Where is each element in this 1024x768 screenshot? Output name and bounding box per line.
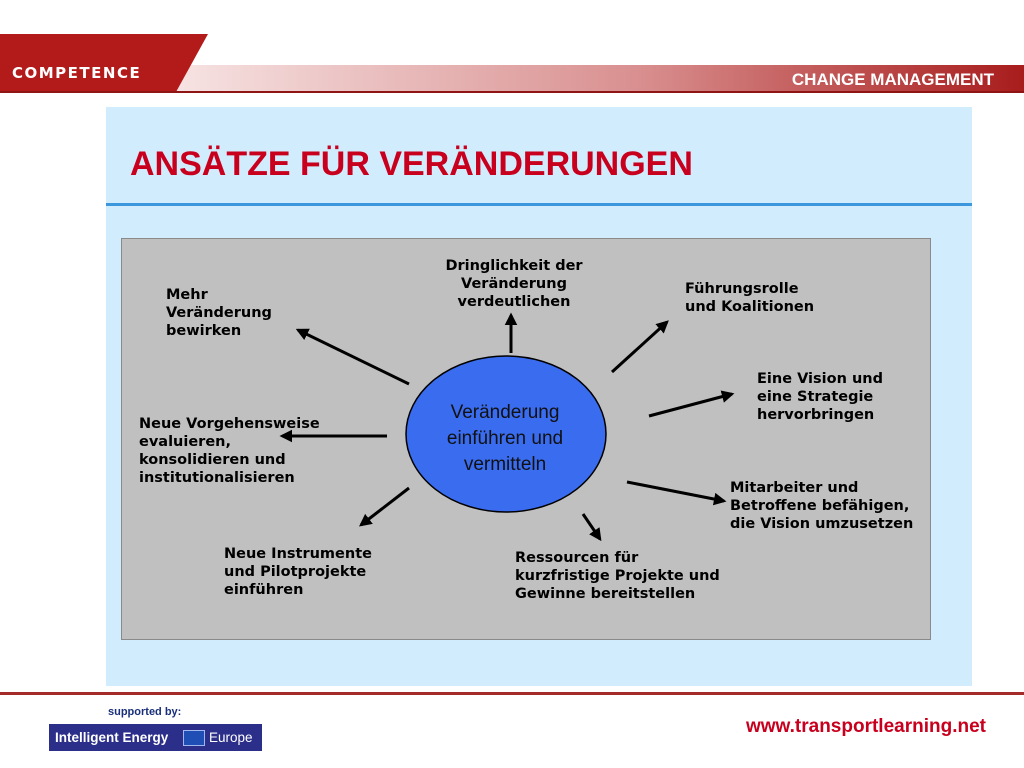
slide-title: ANSÄTZE FÜR VERÄNDERUNGEN — [130, 145, 693, 183]
slide-panel — [106, 107, 972, 686]
logo-text-secondary: Europe — [209, 730, 253, 745]
node-instruments: Neue Instrumente und Pilotprojekte einführen — [224, 546, 372, 598]
node-empower: Mitarbeiter und Betroffene befähigen, die Vision umzusetzen — [730, 480, 914, 532]
change-diagram — [121, 238, 931, 640]
arrow-leadership — [612, 322, 667, 372]
intelligent-energy-logo — [49, 724, 262, 751]
arrow-vision — [649, 394, 732, 416]
node-leadership: Führungsrolle und Koalitionen — [685, 281, 815, 315]
arrow-more-change — [298, 330, 409, 384]
node-vision: Eine Vision und eine Strategie hervorbringen — [757, 371, 883, 423]
center-label: Veränderung einführen und vermitteln — [446, 402, 564, 475]
node-urgency: Dringlichkeit der Veränderung verdeutlichen — [445, 258, 583, 310]
eu-flag-icon — [183, 730, 205, 746]
node-more-change: Mehr Veränderung bewirken — [166, 287, 272, 339]
supported-by-label: supported by: — [108, 706, 182, 718]
node-resources: Ressourcen für kurzfristige Projekte und Gewinne bereitstellen — [515, 550, 720, 602]
arrow-instruments — [361, 488, 409, 525]
brand-logo-text: COMPETENCE — [12, 64, 142, 82]
logo-text-primary: Intelligent Energy — [55, 730, 169, 745]
footer-divider — [0, 692, 1024, 695]
arrow-empower — [627, 482, 724, 501]
title-divider — [106, 203, 972, 206]
section-title: CHANGE MANAGEMENT — [791, 70, 994, 89]
node-consolidate: Neue Vorgehensweise evaluieren, konsolidieren und institutionalisieren — [139, 416, 320, 486]
arrow-resources — [583, 514, 600, 539]
website-link[interactable]: www.transportlearning.net — [746, 716, 986, 737]
header-banner — [0, 34, 1024, 94]
